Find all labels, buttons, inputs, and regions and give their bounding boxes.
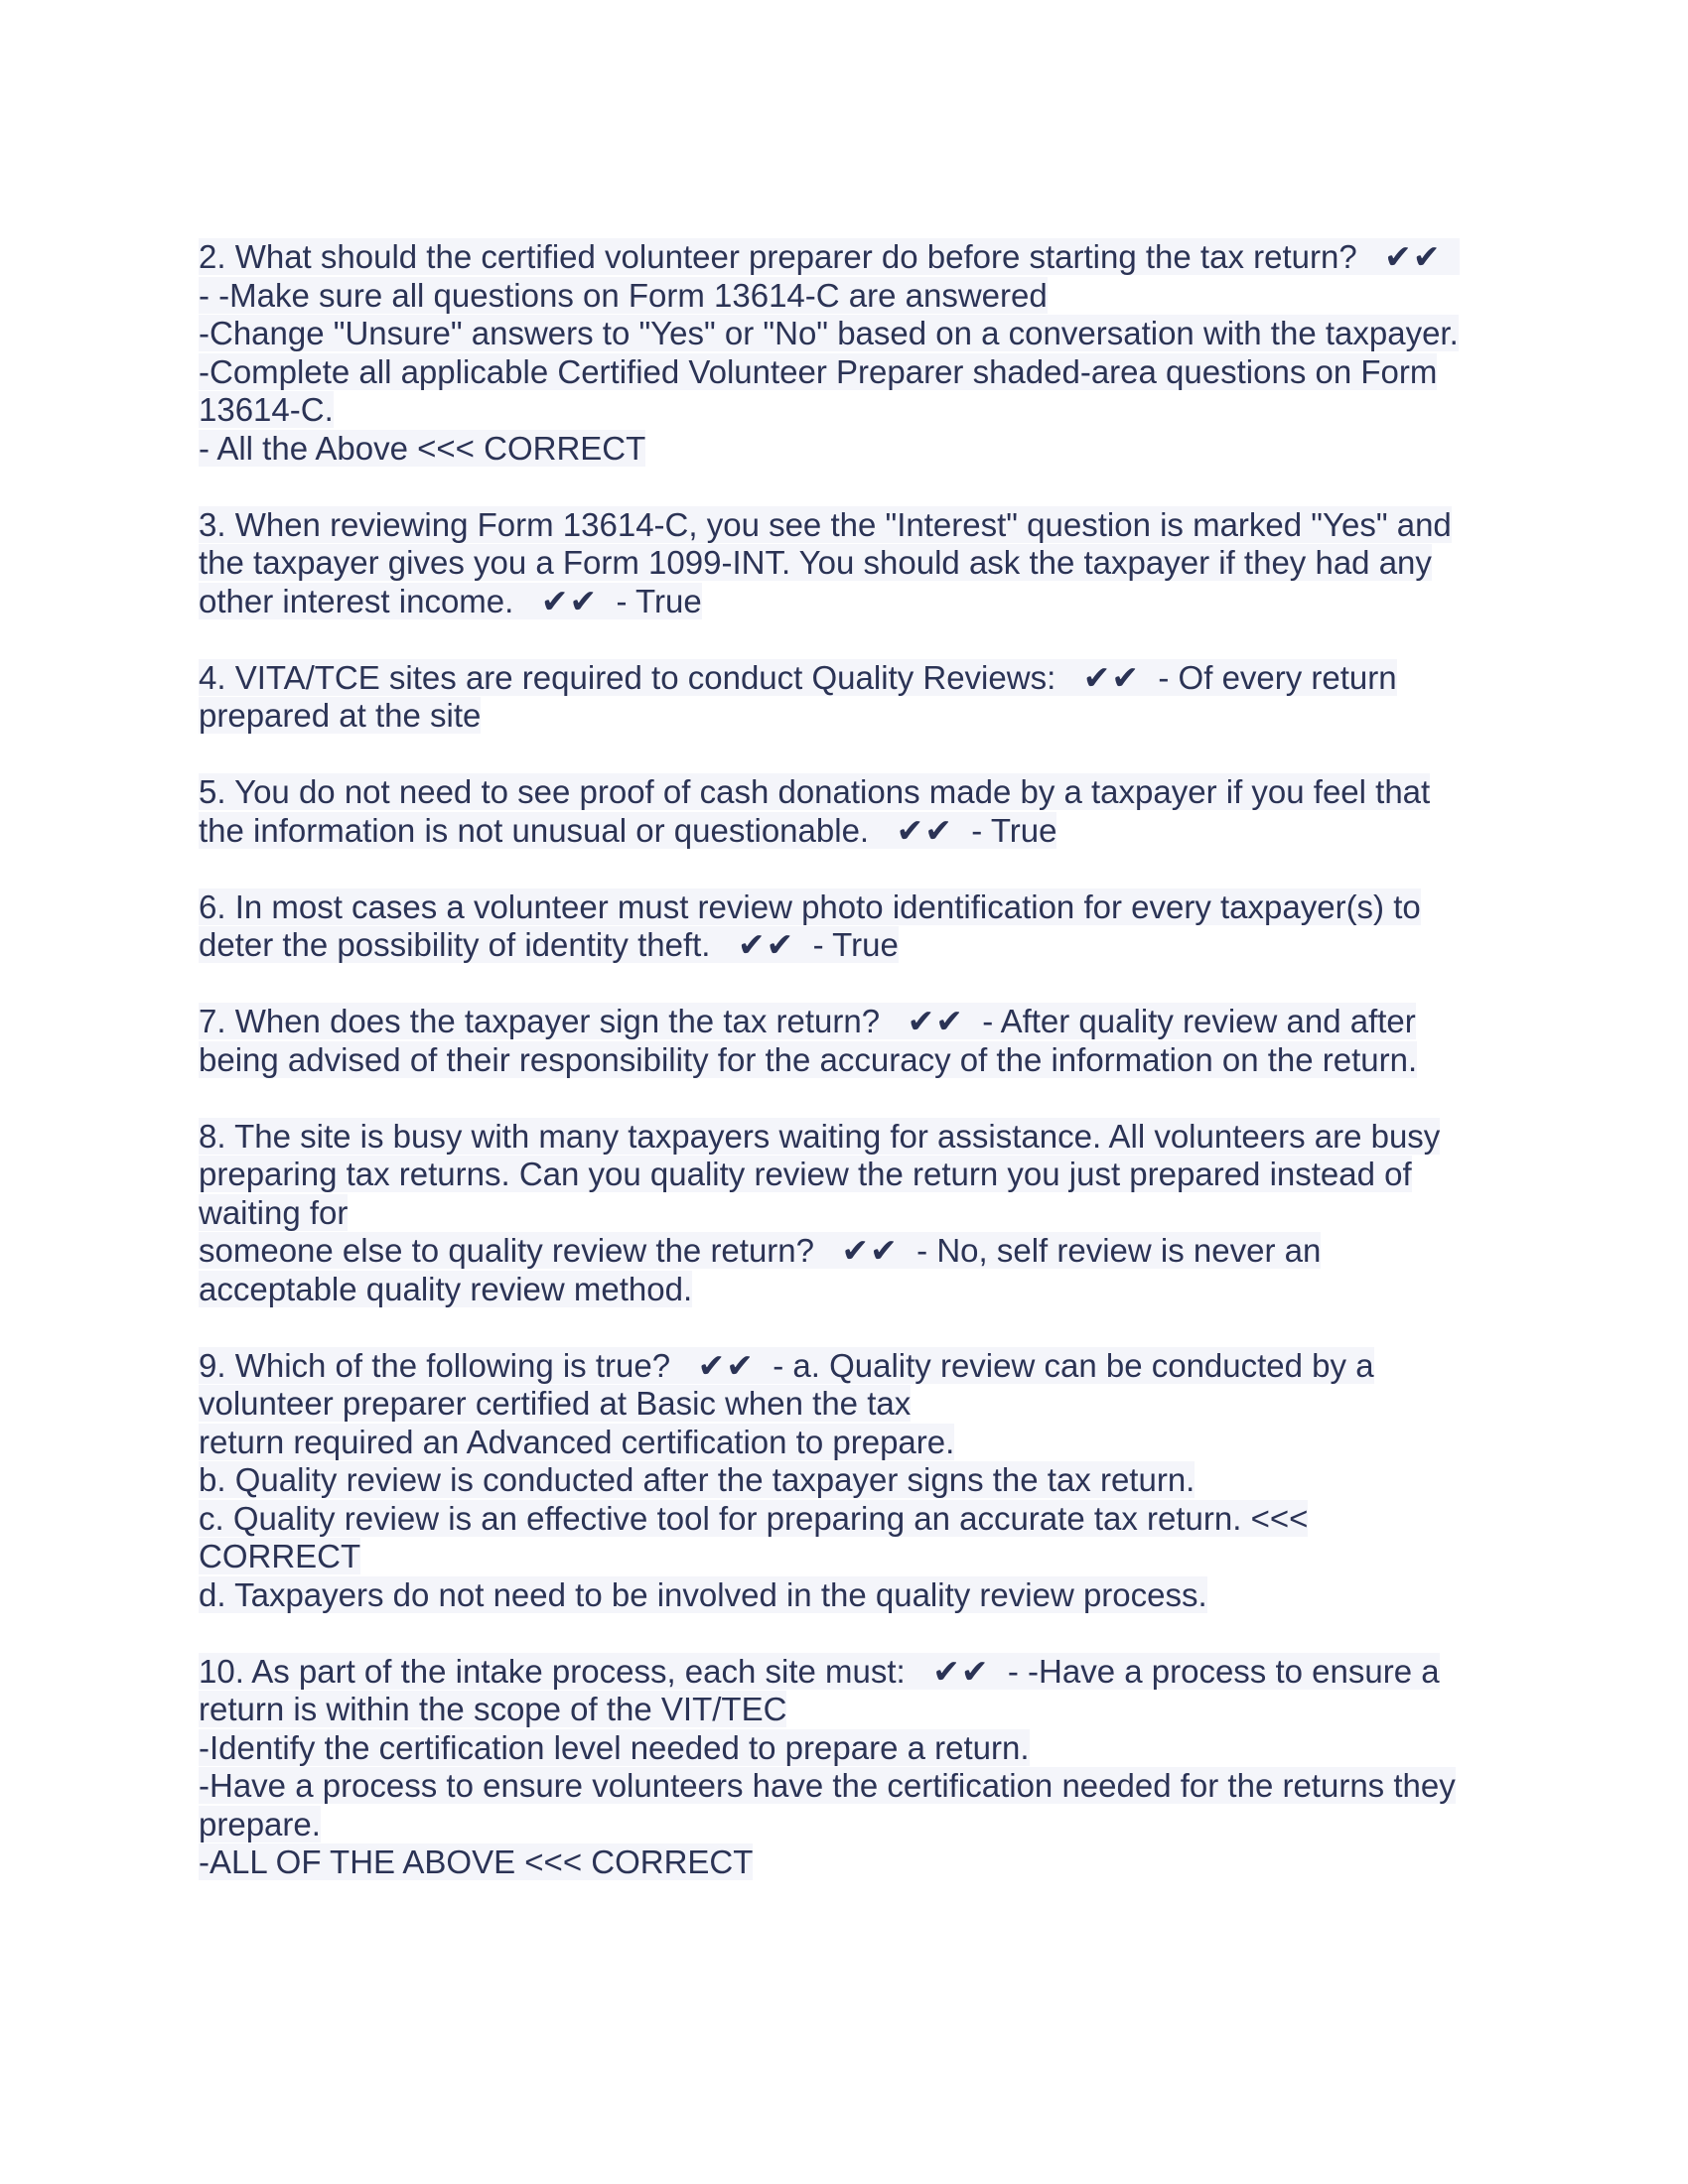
qa-text: - After quality review and after (963, 1003, 1416, 1039)
qa-line-text (199, 1691, 786, 1727)
qa-line (199, 1500, 1489, 1539)
qa-line (199, 926, 1489, 965)
qa-line-text (199, 697, 481, 734)
qa-text: someone else to quality review the return? (199, 1232, 842, 1269)
qa-text: CORRECT (199, 1538, 361, 1574)
qa-line-text (199, 926, 899, 963)
qa-line-text (199, 277, 1048, 314)
qa-text: - True (952, 811, 1057, 849)
qa-line-text (199, 812, 1056, 849)
qa-line (199, 1118, 1489, 1157)
checkmark-icon: ✔✔ (907, 1003, 964, 1039)
qa-line (199, 430, 1489, 469)
qa-text: - -Have a process to ensure a (989, 1652, 1440, 1690)
qa-text: return is within the scope of the VIT/TEC (199, 1691, 787, 1727)
qa-line-text (199, 1118, 1440, 1155)
qa-line-text (199, 1500, 1308, 1537)
qa-line-text (199, 1461, 1195, 1498)
qa-text: c. Quality review is an effective tool for preparing an accurate tax return. <<< (199, 1499, 1309, 1537)
qa-text: 4. VITA/TCE sites are required to conduct Quality Reviews: (199, 658, 1083, 696)
qa-text: 10. As part of the intake process, each site must: (199, 1652, 933, 1690)
qa-item (199, 659, 1489, 736)
qa-text: -ALL OF THE ABOVE <<< CORRECT (199, 1843, 754, 1880)
qa-line (199, 1194, 1489, 1233)
qa-line (199, 583, 1489, 621)
qa-list (199, 238, 1489, 1920)
qa-text: other interest income. (199, 582, 541, 619)
qa-line-text (199, 238, 1460, 275)
qa-text: 7. When does the taxpayer sign the tax return? (199, 1003, 908, 1039)
qa-text: -Complete all applicable Certified Volunteer Preparer shaded-area questions on Form (199, 352, 1438, 390)
qa-text (1441, 238, 1459, 275)
qa-line-text (199, 888, 1421, 925)
qa-item (199, 1347, 1489, 1615)
qa-line (199, 506, 1489, 545)
qa-line (199, 1271, 1489, 1309)
qa-text: - -Make sure all questions on Form 13614-C are answered (199, 276, 1048, 314)
qa-line-text (199, 1232, 1321, 1269)
qa-text: - True (794, 926, 899, 963)
qa-text: - No, self review is never an (898, 1232, 1322, 1269)
qa-line (199, 1767, 1489, 1806)
qa-line (199, 697, 1489, 736)
qa-line (199, 1729, 1489, 1768)
qa-line (199, 1156, 1489, 1194)
qa-text: 9. Which of the following is true? (199, 1346, 698, 1384)
qa-line-text (199, 1385, 911, 1422)
qa-line (199, 353, 1489, 392)
qa-line-text (199, 1653, 1440, 1690)
qa-line (199, 1576, 1489, 1615)
qa-line-text (199, 1194, 348, 1231)
qa-line (199, 544, 1489, 583)
qa-line-text (199, 1843, 753, 1880)
qa-item (199, 506, 1489, 621)
qa-line (199, 659, 1489, 698)
qa-text: acceptable quality review method. (199, 1270, 693, 1307)
qa-line-text (199, 1424, 954, 1460)
qa-line-text (199, 583, 702, 619)
qa-text: -Identify the certification level needed to prepare a return. (199, 1728, 1030, 1766)
qa-text: b. Quality review is conducted after the taxpayer signs the tax return. (199, 1461, 1196, 1498)
qa-line (199, 277, 1489, 316)
qa-line-text (199, 659, 1397, 696)
qa-line (199, 1653, 1489, 1692)
qa-line-text (199, 773, 1430, 810)
qa-text: the information is not unusual or questionable. (199, 811, 897, 849)
checkmark-icon: ✔✔ (841, 1232, 899, 1269)
qa-text: - True (598, 582, 702, 619)
qa-item (199, 1003, 1489, 1079)
qa-text: volunteer preparer certified at Basic when the tax (199, 1385, 912, 1422)
qa-line (199, 812, 1489, 851)
qa-text: being advised of their responsibility for the accuracy of the information on the return. (199, 1040, 1418, 1078)
checkmark-icon: ✔✔ (1082, 658, 1141, 696)
qa-line-text (199, 1767, 1456, 1804)
qa-line-text (199, 391, 334, 428)
qa-line (199, 1538, 1489, 1576)
qa-line (199, 1691, 1489, 1729)
qa-line (199, 391, 1489, 430)
qa-line (199, 1424, 1489, 1462)
qa-text: 6. In most cases a volunteer must review photo identification for every taxpayer(s) to (199, 887, 1421, 925)
qa-text: 5. You do not need to see proof of cash donations made by a taxpayer if you feel that (199, 773, 1431, 810)
qa-line-text (199, 1041, 1417, 1078)
checkmark-icon: ✔✔ (896, 811, 953, 849)
qa-line (199, 315, 1489, 353)
checkmark-icon: ✔✔ (737, 926, 795, 963)
qa-text: 8. The site is busy with many taxpayers waiting for assistance. All volunteers are busy (199, 1117, 1441, 1155)
checkmark-icon: ✔✔ (697, 1346, 755, 1384)
qa-item (199, 888, 1489, 965)
qa-line-text (199, 1347, 1374, 1384)
qa-text: prepare. (199, 1805, 321, 1843)
qa-item (199, 238, 1489, 468)
qa-text: preparing tax returns. Can you quality review the return you just prepared instead of (199, 1156, 1412, 1192)
checkmark-icon: ✔✔ (540, 582, 599, 619)
qa-item (199, 1653, 1489, 1882)
qa-text: return required an Advanced certification to prepare. (199, 1423, 955, 1460)
qa-line-text (199, 506, 1452, 543)
qa-text: waiting for (199, 1193, 349, 1231)
qa-line-text (199, 315, 1459, 351)
qa-line (199, 1385, 1489, 1424)
qa-text: 13614-C. (199, 391, 334, 428)
qa-line-text (199, 1003, 1416, 1039)
qa-text: prepared at the site (199, 697, 482, 734)
qa-line (199, 1843, 1489, 1882)
qa-line (199, 1347, 1489, 1386)
qa-text: - a. Quality review can be conducted by a (754, 1346, 1374, 1384)
checkmark-icon: ✔✔ (932, 1652, 990, 1690)
qa-text: d. Taxpayers do not need to be involved in the quality review process. (199, 1575, 1207, 1613)
qa-line-text (199, 1538, 360, 1574)
qa-line-text (199, 1576, 1207, 1613)
qa-line-text (199, 1271, 692, 1307)
checkmark-icon: ✔✔ (1384, 238, 1442, 275)
qa-line (199, 1232, 1489, 1271)
qa-line (199, 888, 1489, 927)
qa-line (199, 1003, 1489, 1041)
qa-line-text (199, 430, 645, 467)
qa-line (199, 238, 1489, 277)
qa-line-text (199, 544, 1432, 581)
qa-text: - All the Above <<< CORRECT (199, 429, 646, 467)
qa-text: deter the possibility of identity theft. (199, 926, 738, 963)
qa-text: -Change "Unsure" answers to "Yes" or "No" based on a conversation with the taxpayer. (199, 315, 1459, 351)
qa-item (199, 1118, 1489, 1309)
qa-line-text (199, 1806, 321, 1843)
qa-line (199, 1461, 1489, 1500)
qa-line (199, 1806, 1489, 1844)
qa-line-text (199, 1729, 1030, 1766)
qa-text: 3. When reviewing Form 13614-C, you see the "Interest" question is marked "Yes" and (199, 505, 1452, 543)
qa-line (199, 1041, 1489, 1080)
qa-line (199, 773, 1489, 812)
qa-text: -Have a process to ensure volunteers have the certification needed for the returns they (199, 1767, 1456, 1804)
qa-text: - Of every return (1140, 658, 1397, 696)
qa-item (199, 773, 1489, 850)
qa-line-text (199, 353, 1437, 390)
qa-text: 2. What should the certified volunteer preparer do before starting the tax return? (199, 238, 1385, 275)
qa-line-text (199, 1156, 1412, 1192)
qa-text: the taxpayer gives you a Form 1099-INT. You should ask the taxpayer if they had any (199, 544, 1432, 581)
